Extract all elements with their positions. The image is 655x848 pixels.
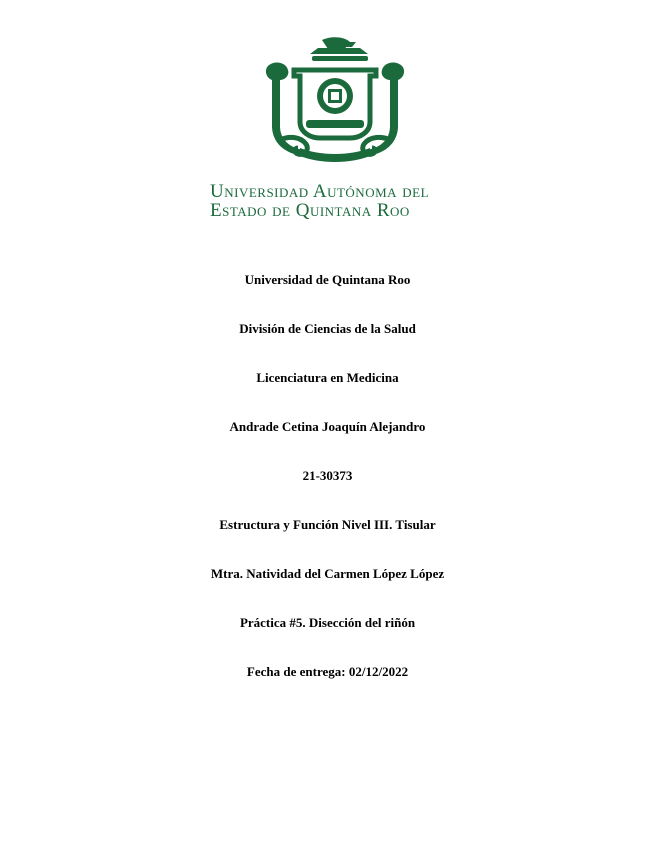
university-wordmark: [210, 182, 450, 220]
student-name: Andrade Cetina Joaquín Alejandro: [229, 419, 426, 434]
university-name: Universidad de Quintana Roo: [244, 272, 411, 287]
division-name: División de Ciencias de la Salud: [239, 321, 416, 336]
practice-title: Práctica #5. Disección del riñón: [239, 615, 416, 630]
wordmark-line-2: Estado de Quintana Roo: [210, 200, 410, 221]
uqroo-emblem-icon: [260, 36, 410, 164]
university-logo: [210, 36, 450, 221]
due-date: Fecha de entrega: 02/12/2022: [246, 664, 409, 679]
student-id: 21-30373: [302, 468, 353, 483]
teacher-name: Mtra. Natividad del Carmen López López: [210, 566, 445, 581]
course-name: Estructura y Función Nivel III. Tisular: [219, 517, 436, 532]
wordmark-line-1: Universidad Autónoma del: [210, 181, 430, 202]
degree-name: Licenciatura en Medicina: [256, 370, 399, 385]
